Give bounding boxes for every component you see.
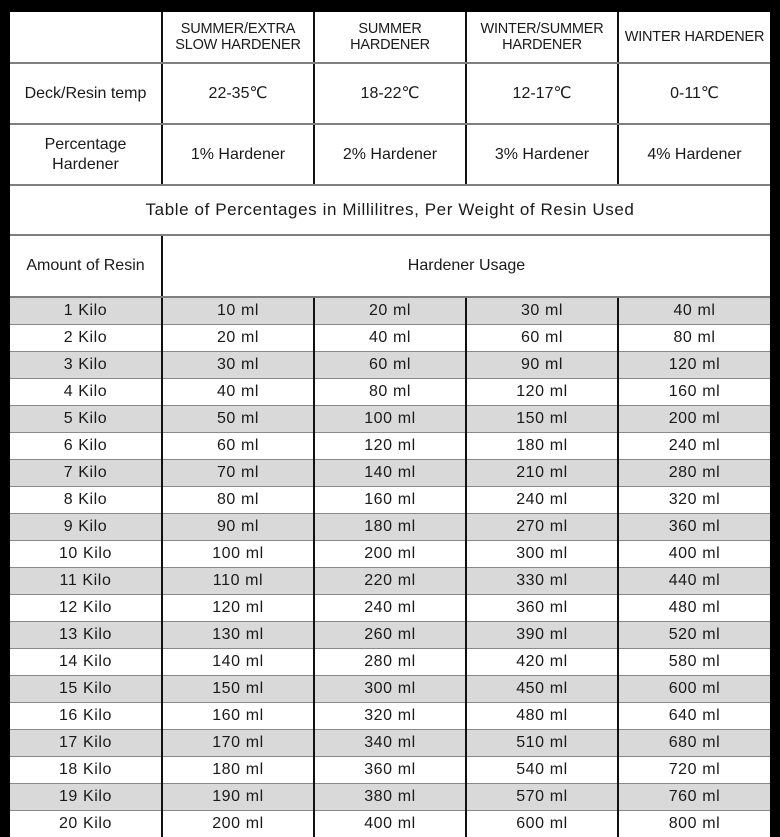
cell-usage-1pct: 30 ml — [162, 352, 314, 379]
cell-usage-3pct: 600 ml — [466, 811, 618, 837]
cell-usage-2pct: 340 ml — [314, 730, 466, 757]
cell-usage-4pct: 120 ml — [618, 352, 770, 379]
cell-usage-4pct: 440 ml — [618, 568, 770, 595]
pct-value-winter-summer: 3% Hardener — [466, 124, 618, 185]
cell-usage-1pct: 200 ml — [162, 811, 314, 837]
cell-usage-2pct: 260 ml — [314, 622, 466, 649]
table-row — [10, 568, 770, 595]
cell-usage-1pct: 180 ml — [162, 757, 314, 784]
cell-usage-1pct: 160 ml — [162, 703, 314, 730]
cell-resin-amount: 20 Kilo — [10, 811, 162, 837]
cell-usage-4pct: 280 ml — [618, 460, 770, 487]
cell-usage-2pct: 280 ml — [314, 649, 466, 676]
cell-usage-2pct: 380 ml — [314, 784, 466, 811]
cell-resin-amount: 16 Kilo — [10, 703, 162, 730]
cell-usage-1pct: 90 ml — [162, 514, 314, 541]
cell-usage-2pct: 160 ml — [314, 487, 466, 514]
cell-usage-4pct: 680 ml — [618, 730, 770, 757]
cell-usage-3pct: 240 ml — [466, 487, 618, 514]
cell-usage-2pct: 40 ml — [314, 325, 466, 352]
header-cell-winter-summer: WINTER/SUMMER HARDENER — [466, 12, 618, 63]
cell-resin-amount: 12 Kilo — [10, 595, 162, 622]
cell-resin-amount: 5 Kilo — [10, 406, 162, 433]
cell-usage-1pct: 50 ml — [162, 406, 314, 433]
cell-usage-3pct: 210 ml — [466, 460, 618, 487]
cell-usage-2pct: 400 ml — [314, 811, 466, 837]
cell-usage-4pct: 40 ml — [618, 297, 770, 325]
cell-usage-1pct: 80 ml — [162, 487, 314, 514]
cell-usage-3pct: 420 ml — [466, 649, 618, 676]
table-sheet — [10, 12, 770, 805]
temp-value-summer-extra-slow: 22-35℃ — [162, 63, 314, 124]
usage-header-amount-of-resin: Amount of Resin — [10, 235, 162, 297]
cell-usage-2pct: 20 ml — [314, 297, 466, 325]
corner-cell — [10, 12, 162, 63]
cell-usage-4pct: 520 ml — [618, 622, 770, 649]
table-row — [10, 649, 770, 676]
header-cell-summer-extra-slow: SUMMER/EXTRA SLOW HARDENER — [162, 12, 314, 63]
table-row — [10, 406, 770, 433]
cell-resin-amount: 10 Kilo — [10, 541, 162, 568]
temp-value-winter-summer: 12-17℃ — [466, 63, 618, 124]
table-row — [10, 757, 770, 784]
cell-resin-amount: 15 Kilo — [10, 676, 162, 703]
header-row-hardener-types — [10, 12, 770, 63]
row-percentage-hardener — [10, 124, 770, 185]
cell-usage-4pct: 240 ml — [618, 433, 770, 460]
table-row — [10, 433, 770, 460]
cell-usage-3pct: 480 ml — [466, 703, 618, 730]
cell-usage-3pct: 90 ml — [466, 352, 618, 379]
cell-usage-4pct: 640 ml — [618, 703, 770, 730]
cell-usage-4pct: 320 ml — [618, 487, 770, 514]
cell-usage-3pct: 150 ml — [466, 406, 618, 433]
row-label-deck-resin-temp: Deck/Resin temp — [10, 63, 162, 124]
table-row — [10, 514, 770, 541]
table-row — [10, 487, 770, 514]
cell-usage-2pct: 300 ml — [314, 676, 466, 703]
table-row — [10, 352, 770, 379]
table-row — [10, 622, 770, 649]
row-deck-resin-temp — [10, 63, 770, 124]
cell-usage-3pct: 390 ml — [466, 622, 618, 649]
table-row — [10, 811, 770, 837]
cell-resin-amount: 17 Kilo — [10, 730, 162, 757]
cell-usage-4pct: 800 ml — [618, 811, 770, 837]
temp-value-summer: 18-22℃ — [314, 63, 466, 124]
cell-usage-1pct: 150 ml — [162, 676, 314, 703]
cell-usage-2pct: 120 ml — [314, 433, 466, 460]
table-row — [10, 784, 770, 811]
row-usage-header — [10, 235, 770, 297]
cell-resin-amount: 8 Kilo — [10, 487, 162, 514]
cell-usage-2pct: 320 ml — [314, 703, 466, 730]
cell-usage-2pct: 240 ml — [314, 595, 466, 622]
cell-usage-2pct: 80 ml — [314, 379, 466, 406]
usage-header-hardener-usage: Hardener Usage — [162, 235, 770, 297]
cell-usage-3pct: 60 ml — [466, 325, 618, 352]
cell-usage-4pct: 360 ml — [618, 514, 770, 541]
cell-usage-4pct: 720 ml — [618, 757, 770, 784]
cell-usage-3pct: 450 ml — [466, 676, 618, 703]
cell-usage-3pct: 30 ml — [466, 297, 618, 325]
cell-usage-3pct: 570 ml — [466, 784, 618, 811]
cell-usage-2pct: 180 ml — [314, 514, 466, 541]
cell-usage-3pct: 330 ml — [466, 568, 618, 595]
table-row — [10, 379, 770, 406]
cell-usage-2pct: 360 ml — [314, 757, 466, 784]
cell-usage-4pct: 760 ml — [618, 784, 770, 811]
cell-resin-amount: 4 Kilo — [10, 379, 162, 406]
cell-usage-4pct: 160 ml — [618, 379, 770, 406]
cell-usage-1pct: 20 ml — [162, 325, 314, 352]
table-row — [10, 595, 770, 622]
cell-usage-3pct: 510 ml — [466, 730, 618, 757]
table-row — [10, 460, 770, 487]
section-title: Table of Percentages in Millilitres, Per Weight of Resin Used — [10, 185, 770, 235]
cell-usage-2pct: 60 ml — [314, 352, 466, 379]
row-section-title — [10, 185, 770, 235]
cell-usage-3pct: 120 ml — [466, 379, 618, 406]
cell-usage-1pct: 140 ml — [162, 649, 314, 676]
cell-usage-3pct: 270 ml — [466, 514, 618, 541]
table-row — [10, 297, 770, 325]
table-row — [10, 541, 770, 568]
cell-resin-amount: 2 Kilo — [10, 325, 162, 352]
cell-resin-amount: 14 Kilo — [10, 649, 162, 676]
cell-resin-amount: 3 Kilo — [10, 352, 162, 379]
cell-usage-1pct: 110 ml — [162, 568, 314, 595]
table-body — [10, 12, 770, 837]
header-cell-winter: WINTER HARDENER — [618, 12, 770, 63]
cell-usage-1pct: 100 ml — [162, 541, 314, 568]
cell-resin-amount: 7 Kilo — [10, 460, 162, 487]
cell-usage-3pct: 360 ml — [466, 595, 618, 622]
cell-usage-1pct: 170 ml — [162, 730, 314, 757]
cell-resin-amount: 9 Kilo — [10, 514, 162, 541]
header-cell-summer: SUMMER HARDENER — [314, 12, 466, 63]
temp-value-winter: 0-11℃ — [618, 63, 770, 124]
pct-value-summer-extra-slow: 1% Hardener — [162, 124, 314, 185]
cell-usage-3pct: 540 ml — [466, 757, 618, 784]
table-row — [10, 730, 770, 757]
cell-usage-1pct: 70 ml — [162, 460, 314, 487]
cell-usage-1pct: 190 ml — [162, 784, 314, 811]
cell-usage-4pct: 480 ml — [618, 595, 770, 622]
cell-resin-amount: 19 Kilo — [10, 784, 162, 811]
cell-usage-2pct: 100 ml — [314, 406, 466, 433]
table-row — [10, 676, 770, 703]
cell-usage-2pct: 200 ml — [314, 541, 466, 568]
cell-usage-4pct: 200 ml — [618, 406, 770, 433]
table-row — [10, 325, 770, 352]
cell-usage-3pct: 300 ml — [466, 541, 618, 568]
cell-usage-4pct: 400 ml — [618, 541, 770, 568]
cell-resin-amount: 18 Kilo — [10, 757, 162, 784]
cell-usage-1pct: 60 ml — [162, 433, 314, 460]
cell-usage-4pct: 600 ml — [618, 676, 770, 703]
cell-resin-amount: 11 Kilo — [10, 568, 162, 595]
row-label-percentage-hardener: Percentage Hardener — [10, 124, 162, 185]
table-row — [10, 703, 770, 730]
cell-usage-4pct: 80 ml — [618, 325, 770, 352]
cell-usage-2pct: 140 ml — [314, 460, 466, 487]
cell-resin-amount: 13 Kilo — [10, 622, 162, 649]
pct-value-winter: 4% Hardener — [618, 124, 770, 185]
cell-usage-1pct: 40 ml — [162, 379, 314, 406]
resin-hardener-table — [10, 12, 770, 837]
cell-usage-1pct: 10 ml — [162, 297, 314, 325]
cell-resin-amount: 6 Kilo — [10, 433, 162, 460]
cell-usage-1pct: 130 ml — [162, 622, 314, 649]
cell-usage-3pct: 180 ml — [466, 433, 618, 460]
cell-usage-1pct: 120 ml — [162, 595, 314, 622]
cell-usage-2pct: 220 ml — [314, 568, 466, 595]
cell-usage-4pct: 580 ml — [618, 649, 770, 676]
pct-value-summer: 2% Hardener — [314, 124, 466, 185]
cell-resin-amount: 1 Kilo — [10, 297, 162, 325]
